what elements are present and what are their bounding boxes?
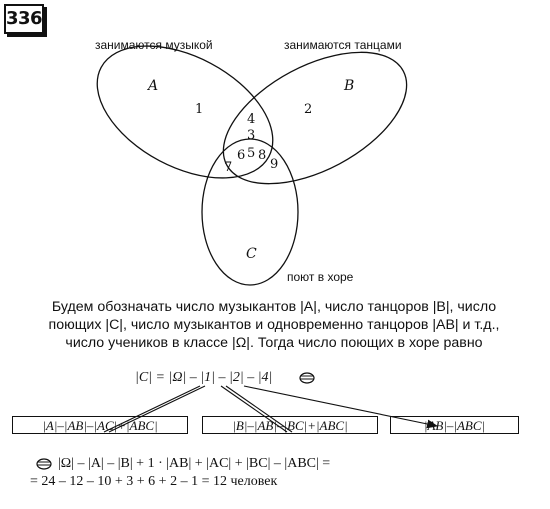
- set-b-label: B: [344, 78, 355, 94]
- region-2: 2: [304, 102, 313, 117]
- box-a-only: |A|–|AB|–|AC|+|ABC|: [12, 416, 188, 434]
- region-8: 8: [258, 148, 267, 163]
- result-line-1: |Ω| – |A| – |B| + 1 · |AB| + |AC| + |BC| – |ABC| =: [58, 456, 331, 471]
- explanation-paragraph: Будем обозначать число музыкантов |A|, число танцоров |B|, число поющих |C|, число музыкантов и одновременно танцоров |AB| и т.д., число учеников в классе |Ω|. Тогда число поющих в хоре равно: [48, 299, 500, 351]
- label-choir: поют в хоре: [287, 270, 354, 284]
- task-number-badge: [4, 4, 44, 34]
- task-number: 336: [6, 8, 43, 29]
- region-5: 5: [247, 146, 256, 161]
- box-b-only: |B|–|AB|–|BC|+|ABC|: [202, 416, 378, 434]
- region-9: 9: [270, 157, 279, 172]
- label-dance: занимаются танцами: [284, 38, 402, 52]
- minus-operator-icon: [300, 373, 314, 383]
- set-c-label: C: [246, 246, 257, 262]
- region-3: 3: [247, 128, 256, 143]
- minus-operator-icon: [37, 459, 51, 469]
- main-formula: |C| = |Ω| – |1| – |2| – |4|: [135, 370, 273, 385]
- label-music: занимаются музыкой: [95, 38, 213, 52]
- region-1: 1: [195, 102, 204, 117]
- box-ab-only: |AB|–|ABC|: [390, 416, 519, 434]
- region-7: 7: [224, 160, 233, 175]
- set-a-label: A: [148, 78, 159, 94]
- result-line-2: = 24 – 12 – 10 + 3 + 6 + 2 – 1 = 12 человек: [30, 474, 278, 489]
- region-4: 4: [247, 112, 256, 127]
- set-b-ellipse: [202, 25, 427, 211]
- region-6: 6: [237, 148, 246, 163]
